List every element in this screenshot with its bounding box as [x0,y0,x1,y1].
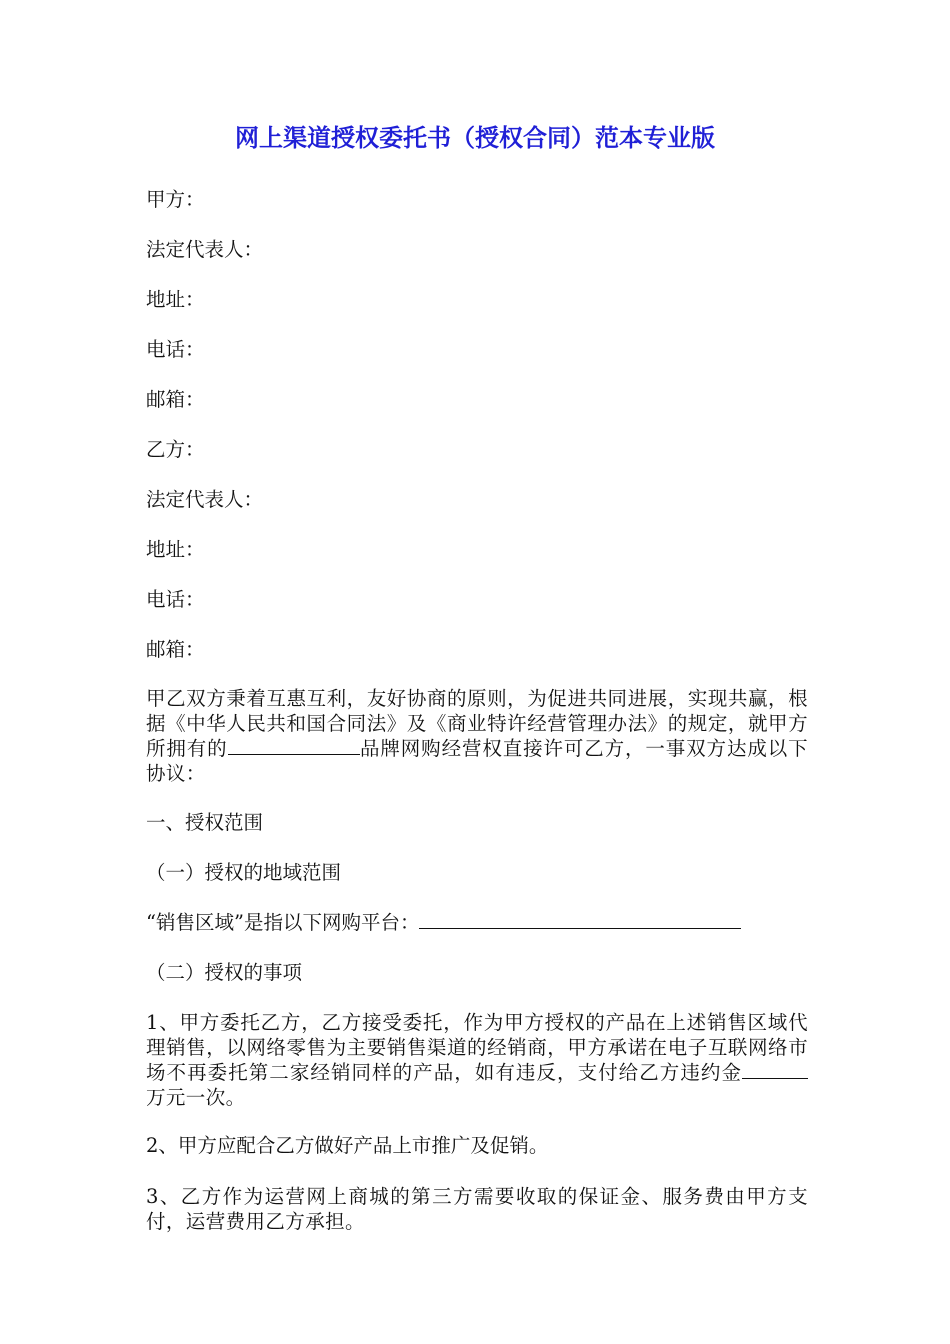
clause-1-text-part2: 万元一次。 [146,1086,246,1109]
section-1-heading: 一、授权范围 [146,811,264,834]
clause-1-paragraph [146,1010,808,1110]
preamble-text-part1: 甲乙双方秉着互惠互利，友好协商的原则，为促进共同进展，实现共赢，根据《中华人民共和国合同法》及《商业特许经营管理办法》的规定，就甲方所拥有的 [146,687,808,760]
party-b-address: 地址： [146,538,205,561]
party-a-legal-rep: 法定代表人： [146,238,264,261]
preamble-paragraph [146,686,808,786]
party-b-phone: 电话： [146,588,205,611]
document-title: 网上渠道授权委托书（授权合同）范本专业版 [235,124,715,152]
party-a-email: 邮箱： [146,388,205,411]
party-b-label: 乙方： [146,438,205,461]
penalty-amount-blank [742,1062,808,1079]
sales-region-text: “销售区域”是指以下网购平台： [146,911,420,934]
sales-region-blank [419,912,741,929]
party-b-legal-rep: 法定代表人： [146,488,264,511]
clause-2-paragraph: 2、甲方应配合乙方做好产品上市推广及促销。 [146,1134,549,1157]
party-b-email: 邮箱： [146,638,205,661]
clause-3-paragraph: 3、乙方作为运营网上商城的第三方需要收取的保证金、服务费由甲方支付，运营费用乙方承担。 [146,1185,808,1233]
clause-1-text-part1: 1、甲方委托乙方，乙方接受委托，作为甲方授权的产品在上述销售区域代理销售，以网络零售为主要销售渠道的经销商，甲方承诺在电子互联网络市场不再委托第二家经销同样的产品，如有违反，支付给乙方违约金 [146,1011,808,1084]
brand-name-blank [228,738,360,755]
subsection-2-heading: （二）授权的事项 [146,961,303,984]
party-a-label: 甲方： [146,188,205,211]
party-a-phone: 电话： [146,338,205,361]
sales-region-line [146,910,806,936]
party-a-address: 地址： [146,288,205,311]
preamble-text-part2: 品牌网购经营权直接许可乙方，一事双方达成以下协议： [146,737,808,785]
subsection-1-heading: （一）授权的地域范围 [146,861,342,884]
